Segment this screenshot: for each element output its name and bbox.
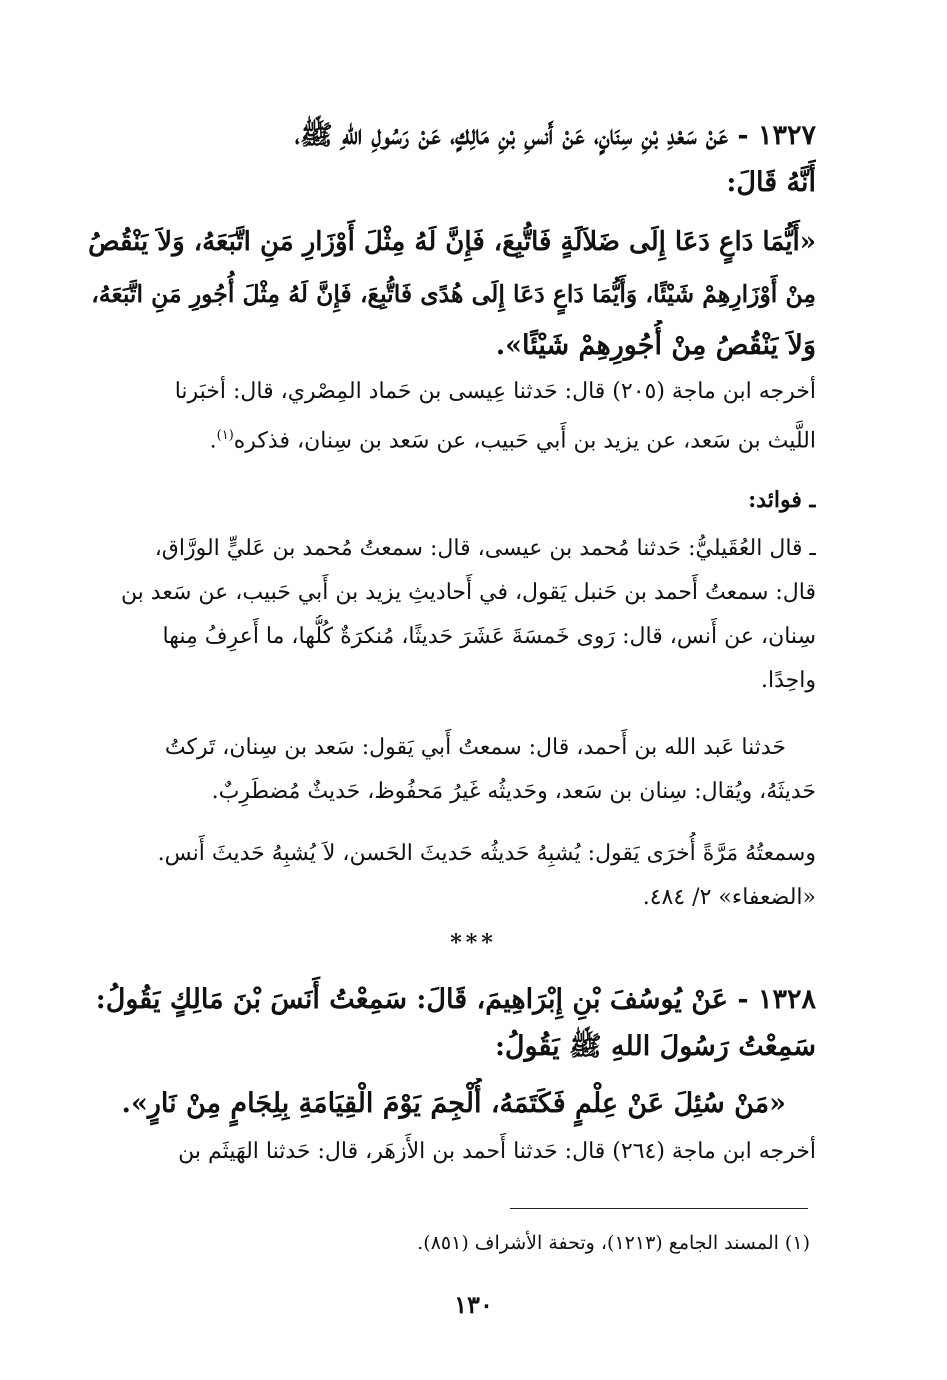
text-line: قال: سمعتُ أَحمد بن حَنبل يَقول، في أَحاديثِ يزيد بن أَبي حَبيب، عن سَعد بن: [120, 580, 816, 605]
benefit-paragraph-2: [78, 726, 816, 814]
text-line: أخرجه ابن ماجة (٢٠٥) قال: حَدثنا عِيسى بن حَماد المِصْري، قال: أخبَرنا: [174, 379, 816, 404]
takhrij-text: اللَّيث بن سَعد، عن يزيد بن أَبي حَبيب، عن سَعد بن سِنان، فذكره: [233, 428, 816, 454]
text-line: ١٣٢٧ - عَنْ سَعْدِ بْنِ سِنَانٍ، عَنْ أَنسِ بْنِ مَالِكٍ، عَنْ رَسُولِ اللهِ ﷺ،: [294, 120, 816, 151]
page-number: ١٣٠: [454, 1290, 493, 1319]
text-line: واحِدًا.: [761, 668, 816, 693]
text-line: اللَّيث بن سَعد، عن يزيد بن أَبي حَبيب، عن سَعد بن سِنان، فذكره$^{(١)}$.: [209, 428, 816, 454]
hadith-1327-takhrij: [78, 370, 816, 463]
citation-line: «الضعفاء» ٢/ ٤٨٤.: [642, 885, 816, 910]
hadith-1327-matn: [78, 216, 816, 372]
section-separator: ***: [450, 930, 497, 956]
hadith-1328-isnad: [78, 976, 816, 1070]
text-line: سَمِعْتُ رَسُولَ اللهِ ﷺ يَقُولُ:: [494, 1031, 816, 1062]
text-line: ـ قال العُقَيليُّ: حَدثنا مُحمد بن عيسى، قال: سمعتُ مُحمد بن عَليٍّ الورَّاق،: [154, 536, 816, 561]
text-line: مِنْ أَوْزَارِهِمْ شَيْئًا، وَأَيُّمَا دَاعٍ دَعَا إِلَى هُدًى فَاتُّبِعَ، فَإِنَّ لَهُ مِثْلَ أُجُورِ مَنِ اتَّبَعَهُ،: [91, 280, 816, 308]
text-line: ١٣٢٨ - عَنْ يُوسُفَ بْنِ إِبْرَاهِيمَ، قَالَ: سَمِعْتُ أَنَسَ بْنَ مَالِكٍ يَقُولُ:: [95, 984, 816, 1015]
text-line: وَلاَ يَنْقُصُ مِنْ أُجُورِهِمْ شَيْئًا».: [495, 330, 816, 361]
text-line: وسمعتُهُ مَرَّةً أُخرَى يَقول: يُشبِهُ حَديثُه حَديثَ الحَسن، لاَ يُشبِهُ حَديثَ أَنس.: [157, 841, 816, 866]
footnote: (١) المسند الجامع (١٢١٣)، وتحفة الأشراف (٨٥١).: [417, 1232, 810, 1254]
footnote-divider: [510, 1208, 808, 1209]
hadith-1327-isnad: [78, 112, 816, 206]
text-line: سِنان، عن أَنس، قال: رَوى خَمسَةَ عَشَرَ حَديثًا، مُنكرَةٌ كُلُّها، ما أَعرِفُ مِنها: [162, 624, 816, 649]
benefit-paragraph-1: [78, 527, 816, 703]
benefit-paragraph-3: [78, 832, 816, 920]
text-line: «مَنْ سُئِلَ عَنْ عِلْمٍ فَكَتَمَهُ، أُلْجِمَ يَوْمَ الْقِيَامَةِ بِلِجَامٍ مِنْ نَارٍ».: [121, 1088, 786, 1119]
hadith-1328-matn: [78, 1078, 816, 1130]
benefits-section: [78, 478, 816, 522]
text-line: حَدثنا عَبد الله بن أَحمد، قال: سمعتُ أَبي يَقول: سَعد بن سِنان، تَركتُ: [164, 735, 786, 760]
text-line: «أَيُّمَا دَاعٍ دَعَا إِلَى ضَلاَلَةٍ فَاتُّبِعَ، فَإِنَّ لَهُ مِثْلَ أَوْزَارِ مَنِ اتَّبَعَهُ، وَلاَ يَنْقُصُ: [88, 227, 816, 257]
text-line: حَديثَهُ، ويُقال: سِنان بن سَعد، وحَديثُه غَيرُ مَحفُوظ، حَديثٌ مُضطَرِبٌ.: [211, 779, 816, 804]
hadith-1328-takhrij: [78, 1130, 816, 1174]
footnote-mark: (١): [216, 428, 234, 443]
benefits-heading: ـ فوائد:: [748, 487, 816, 513]
text-line: أَنَّهُ قَالَ:: [726, 167, 816, 198]
text-line: أخرجه ابن ماجة (٢٦٤) قال: حَدثنا أَحمد بن الأَزهَر، قال: حَدثنا الهَيثَم بن: [178, 1139, 816, 1164]
